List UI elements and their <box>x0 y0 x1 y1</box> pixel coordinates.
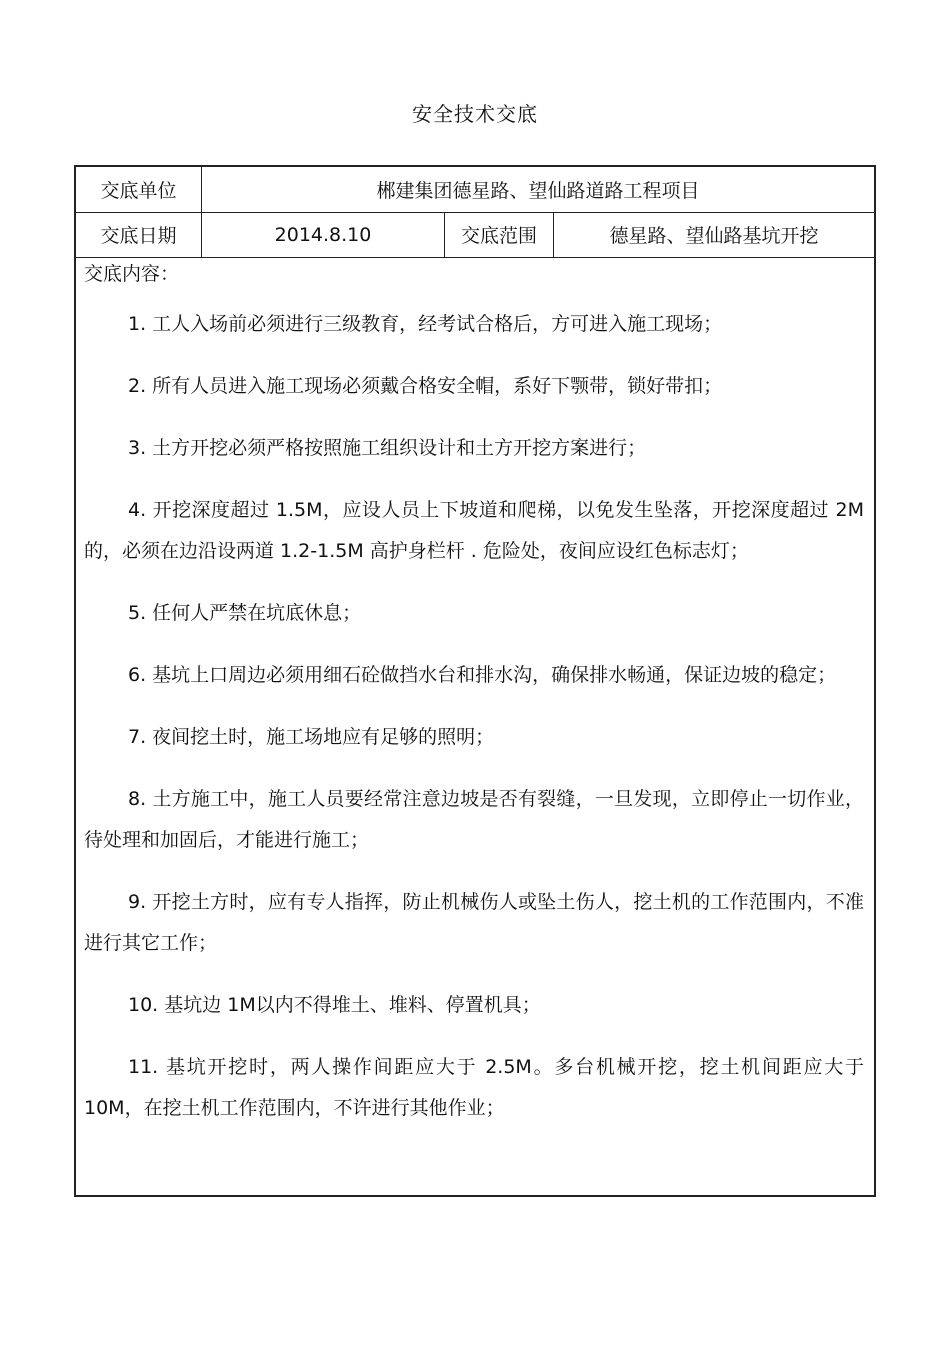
unit-row <box>76 167 874 213</box>
list-item: 2. 所有人员进入施工现场必须戴合格安全帽，系好下颚带，锁好带扣； <box>128 375 723 397</box>
list-item: 10. 基坑边 1M以内不得堆土、堆料、停置机具； <box>128 994 541 1016</box>
date-scope-row <box>76 212 874 258</box>
date-value: 2014.8.10 <box>202 212 445 257</box>
list-item: 1. 工人入场前必须进行三级教育，经考试合格后，方可进入施工现场； <box>128 313 723 335</box>
list-item: 6. 基坑上口周边必须用细石砼做挡水台和排水沟，确保排水畅通，保证边坡的稳定； <box>128 664 837 686</box>
scope-label: 交底范围 <box>445 212 554 257</box>
list-item: 8. 土方施工中，施工人员要经常注意边坡是否有裂缝，一旦发现，立即停止一切作业，待处理和加固后，才能进行施工； <box>84 788 864 851</box>
content-label: 交底内容： <box>84 263 180 285</box>
list-item: 7. 夜间挖土时，施工场地应有足够的照明； <box>128 726 495 748</box>
disclosure-table <box>74 165 876 1197</box>
unit-value: 郴建集团德星路、望仙路道路工程项目 <box>376 180 700 202</box>
scope-value: 德星路、望仙路基坑开挖 <box>609 225 819 247</box>
date-label: 交底日期 <box>76 212 202 257</box>
content-list <box>84 304 864 1150</box>
unit-label: 交底单位 <box>76 167 202 212</box>
list-item: 3. 土方开挖必须严格按照施工组织设计和土方开挖方案进行； <box>128 437 647 459</box>
document-title: 安全技术交底 <box>412 102 538 126</box>
list-item: 11. 基坑开挖时，两人操作间距应大于 2.5M。多台机械开挖，挖土机间距应大于 10M，在挖土机工作范围内，不许进行其他作业； <box>84 1056 864 1119</box>
list-item: 5. 任何人严禁在坑底休息； <box>128 602 362 624</box>
content-section <box>76 257 874 1195</box>
list-item: 9. 开挖土方时，应有专人指挥，防止机械伤人或坠土伤人，挖土机的工作范围内，不准进行其它工作； <box>84 891 864 954</box>
list-item: 4. 开挖深度超过 1.5M，应设人员上下坡道和爬梯，以免发生坠落，开挖深度超过 2M的，必须在边沿设两道 1.2-1.5M 高护身栏杆 . 危险处，夜间应设红色标志灯； <box>84 499 864 562</box>
